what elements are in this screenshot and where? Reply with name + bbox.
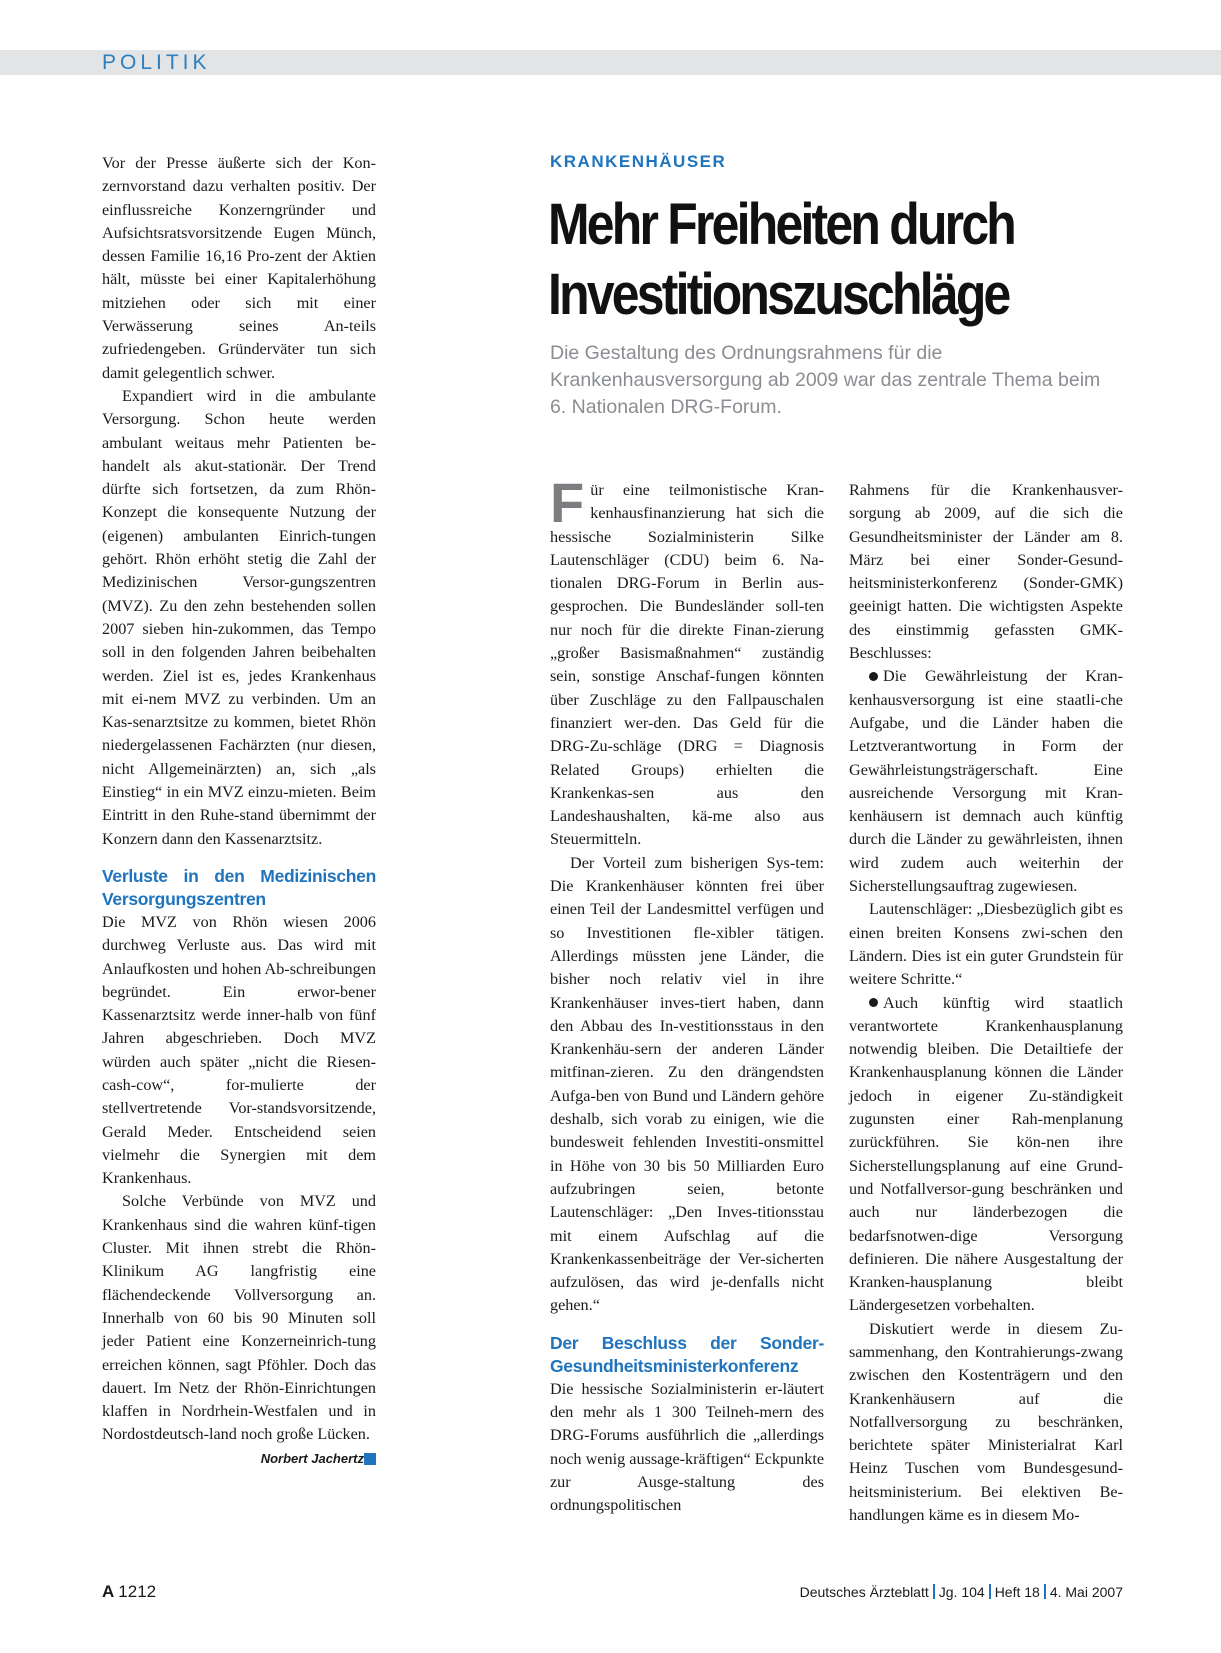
- right-paragraph-4: [849, 992, 1123, 1318]
- middle-column: [550, 471, 824, 1517]
- separator: [989, 1584, 991, 1599]
- left-paragraph-3: Die MVZ von Rhön wiesen 2006 durchweg Verluste aus. Das wird mit Anlaufkosten und hohen Ab-schreibungen begründet. Ein erwor-bener Kassenarztsitz werde inner-halb von fünf Jahren abgeschrieben. Doch MVZ würden auch später „nicht die Riesen-cash-cow“, for-mulierte der stellvertretende Vor-standsvorsitzende, Gerald Meder. Entscheidend seien vielmehr die Synergien mit dem Krankenhaus.: [102, 912, 376, 1188]
- left-paragraph-2: Expandiert wird in die ambulante Versorgung. Schon heute werden ambulant weitaus mehr Patienten be-handelt als akut-stationär. Der Trend dürfte sich fortsetzen, da zum Rhön-Konzept die konsequente Nutzung der (eigenen) ambulanten Einrich-tungen gehört. Rhön erhöht stetig die Zahl der Medizinischen Versor-gungszentren (MVZ). Zu den zehn bestehenden sollen 2007 sieben hin-zukommen, das Tempo soll in den folgenden Jahren beibehalten werden. Ziel ist es, jedes Krankenhaus mit ei-nem MVZ zu verbinden. Um an Kas-senarztsitze zu kommen, bietet Rhön niedergelassenen Fachärzten (nur diesen, nicht Allgemeinärzten) an, sich „als Einstieg“ in ein MVZ einzu-mieten. Beim Eintritt in den Ruhe-stand übernimmt der Konzern dann den Kassenarztsitz.: [102, 386, 376, 848]
- end-square-icon: [364, 1453, 376, 1465]
- headline-line-1: Mehr Freiheiten durch: [548, 192, 1015, 257]
- headline-line-2: Investitionszuschläge: [548, 262, 1009, 327]
- mid-paragraph-1-text: ür eine teilmonistische Kran-kenhausfinanzierung hat sich die hessische Sozialministerin Silke Lautenschläger (CDU) beim 6. Na-tionalen DRG-Forum in Berlin aus-gesprochen. Die Bundesländer soll-ten nur noch für die direkte Finan-zierung „großer Basismaßnahmen“ zuständig sein, sonstige Anschaf-fungen könnten über Zuschläge zu den Fallpauschalen finanziert wer-den. Das Geld für die DRG-Zu-schläge (DRG = Diagnosis Related Groups) erhielten die Krankenkas-sen aus den Landeshaushalten, kä-me also aus Steuermitteln.: [550, 481, 824, 849]
- left-subhead: Verluste in den Medizinischen Versorgungszentren: [102, 865, 376, 909]
- page-prefix: A: [102, 1582, 115, 1601]
- article-headline: [548, 190, 1098, 330]
- right-paragraph-3: Lautenschläger: „Diesbezüglich gibt es einen breiten Konsens zwi-schen den Ländern. Dies ist ein guter Grundstein für weitere Schritte.“: [849, 900, 1123, 989]
- separator: [933, 1584, 935, 1599]
- right-paragraph-2-text: Die Gewährleistung der Kran-kenhausversorgung ist eine staatli-che Aufgabe, und die Länder haben die Letztverantwortung in Form der Gewährleistungsträgerschaft. Eine ausreichende Versorgung mit Kran-kenhäusern ist demnach auch künftig durch die Länder zu gewährleisten, ihnen wird zudem auch weiterhin der Sicherstellungsauftrag zugewiesen.: [849, 667, 1123, 896]
- right-paragraph-4-text: Auch künftig wird staatlich verantwortete Krankenhausplanung notwendig bleiben. Die Detailtiefe der Krankenhausplanung können die Länder jedoch in eigener Zu-ständigkeit zugunsten einer Rah-menplanung zurückführen. Sie kön-nen ihre Sicherstellungsplanung auf eine Grund- und Notfallversor-gung beschränken und auch nur länderbezogen die bedarfsnotwen-dige Versorgung definieren. Die nähere Ausgestaltung der Kranken-hausplanung bleibt Ländergesetzen vorbehalten.: [849, 993, 1123, 1315]
- drop-cap: F: [550, 471, 585, 534]
- right-column: [849, 479, 1123, 1527]
- left-paragraph-4: [102, 1190, 376, 1446]
- left-paragraph-4-text: Solche Verbünde von MVZ und Krankenhaus sind die wahren künf-tigen Cluster. Mit ihnen strebt die Rhön-Klinikum AG langfristig eine flächendeckende Vollversorgung an. Innerhalb von 60 bis 90 Minuten soll jeder Patient eine Konzerneinrich-tung erreichen können, sagt Pföhler. Doch das dauert. Im Netz der Rhön-Einrichtungen klaffen in Nordrhein-Westfalen und in Nordostdeutsch-land noch große Lücken.: [102, 1192, 376, 1444]
- mid-subhead: Der Beschluss der Sonder-Gesundheitsministerkonferenz: [550, 1332, 824, 1376]
- mid-paragraph-3: Die hessische Sozialministerin er-läutert den mehr als 1 300 Teilneh-mern des DRG-Forums ausführlich die „allerdings noch wenig aussage-kräftigen“ Eckpunkte zur Ausge-staltung des ordnungspolitischen: [550, 1379, 824, 1515]
- bullet-icon: [869, 672, 878, 681]
- issue-date: 4. Mai 2007: [1049, 1584, 1123, 1600]
- separator: [1044, 1584, 1046, 1599]
- left-column: [102, 152, 376, 1469]
- article-deck: Die Gestaltung des Ordnungsrahmens für die Krankenhausversorgung ab 2009 war das zentrale Thema beim 6. Nationalen DRG-Forum.: [550, 342, 1101, 418]
- right-paragraph-1: Rahmens für die Krankenhausver-sorgung ab 2009, auf die sich die Gesundheitsminister der Länder am 8. März bei einer Sonder-Gesund-heitsministerkonferenz (Sonder-GMK) geeinigt hatten. Die wichtigsten Aspekte des einstimmig gefassten GMK-Beschlusses:: [849, 481, 1123, 663]
- author-name: Norbert Jachertz: [260, 1450, 364, 1466]
- volume: Jg. 104: [938, 1584, 985, 1600]
- left-paragraph-1: Vor der Presse äußerte sich der Kon-zernvorstand dazu verhalten positiv. Der einflussreiche Konzerngründer und Aufsichtsratsvorsitzende Eugen Münch, dessen Familie 16,16 Pro-zent der Aktien hält, müsste bei einer Kapitalerhöhung mitziehen oder sich mit einer Verwässerung seines An-teils zufriedengeben. Gründerväter tun sich damit gelegentlich schwer.: [102, 154, 376, 382]
- issue: Heft 18: [994, 1584, 1040, 1600]
- publication-name: Deutsches Ärzteblatt: [799, 1584, 929, 1600]
- right-paragraph-2: [849, 665, 1123, 898]
- publication-info: [800, 1584, 1123, 1600]
- mid-paragraph-1: [550, 471, 824, 852]
- page-number-value: 1212: [118, 1582, 157, 1601]
- mid-paragraph-2: Der Vorteil zum bisherigen Sys-tem: Die Krankenhäuser könnten frei über einen Teil der Landesmittel verfügen und so Investitionen fle-xibler tätigen. Allerdings müssten jene Länder, die bisher noch relativ viel in ihre Krankenhäuser inves-tiert haben, dann den Abbau des In-vestitionsstaus in den Krankenhäu-sern der anderen Länder mitfinan-zieren. Zu den drängendsten Aufga-ben von Bund und Ländern gehöre deshalb, sich vorab zu einigen, wie die bundesweit fehlenden Investiti-onsmittel in Höhe von 30 bis 50 Milliarden Euro aufzubringen seien, betonte Lautenschläger: „Den Inves-titionsstau mit einem Aufschlag auf die Krankenkassenbeiträge der Ver-sicherten aufzulösen, das wird je-denfalls nicht gehen.“: [550, 853, 824, 1315]
- bullet-icon: [869, 998, 878, 1007]
- right-paragraph-5: Diskutiert werde in diesem Zu-sammenhang, den Kontrahierungs-zwang zwischen den Kostenträgern und den Krankenhäusern auf die Notfallversorgung zu beschränken, berichtete später Ministerialrat Karl Heinz Tuschen vom Bundesgesund-heitsministerium. Bei elektiven Be-handlungen käme es in diesem Mo-: [849, 1319, 1123, 1525]
- page-number: [102, 1582, 156, 1602]
- article-kicker: KRANKENHÄUSER: [550, 152, 727, 171]
- section-label: POLITIK: [102, 51, 211, 74]
